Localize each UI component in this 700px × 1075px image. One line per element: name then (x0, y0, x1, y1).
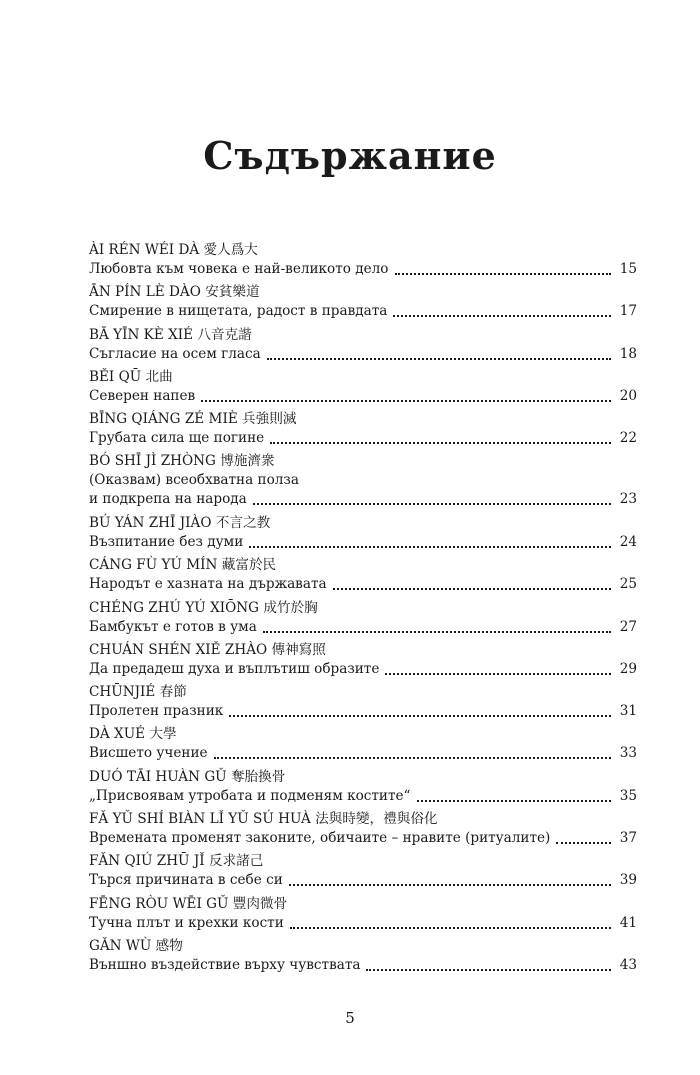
toc-entry-row (89, 575, 637, 594)
toc-entry[interactable] (89, 937, 637, 979)
toc-entry-page: 17 (619, 303, 637, 320)
toc-entry-page: 27 (619, 618, 637, 635)
toc-entry-row (89, 660, 637, 679)
toc-entry[interactable] (89, 241, 637, 283)
toc-entry-pinyin: CÁNG FÙ YÚ MÍN 藏富於民 (89, 557, 277, 574)
dot-leader (385, 672, 611, 675)
dot-leader (267, 357, 611, 360)
toc-entry-row (89, 429, 637, 448)
toc-entry-title: Бамбукът е готов в ума (89, 618, 257, 635)
toc-entry-page: 29 (619, 660, 637, 677)
toc-entry-line: (Оказвам) всеобхватна полза (89, 472, 299, 489)
toc-entry-pinyin: ĀN PÍN LÈ DÀO 安貧樂道 (89, 284, 260, 301)
toc-entry-title: Съгласие на осем гласа (89, 345, 261, 362)
toc-entry-pinyin: FĒNG RÒU WĒI GǓ 豐肉微骨 (89, 895, 288, 912)
toc-entry-row (89, 260, 637, 279)
toc-entry-pinyin: FǍ YǓ SHÍ BIÀN LǏ YǓ SÚ HUÀ 法與時變，禮與俗化 (89, 811, 438, 828)
toc-entry-pinyin: CHŪNJIÉ 春節 (89, 684, 187, 701)
toc-entry[interactable] (89, 599, 637, 641)
toc-entry[interactable] (89, 768, 637, 810)
toc-entry-page: 20 (619, 387, 637, 404)
toc-entry[interactable] (89, 556, 637, 598)
dot-leader (249, 545, 611, 548)
toc-entry-pinyin: DUÓ TĀI HUÀN GǓ 奪胎換骨 (89, 768, 286, 785)
toc-entry-page: 43 (619, 956, 637, 973)
page-title: Съдържание (203, 133, 497, 179)
toc-entry[interactable] (89, 368, 637, 410)
toc-entry-title: Висшето учение (89, 745, 208, 762)
toc-entry-row (89, 871, 637, 890)
dot-leader (263, 630, 611, 633)
dot-leader (253, 502, 611, 505)
dot-leader (417, 799, 611, 802)
toc-entry-page: 31 (619, 703, 637, 720)
toc-entry-pinyin: GǍN WÙ 感物 (89, 937, 183, 954)
toc-entry[interactable] (89, 895, 637, 937)
toc-entry[interactable] (89, 326, 637, 368)
dot-leader (395, 272, 612, 275)
toc-entry-pinyin: CHÉNG ZHÚ YÚ XIŌNG 成竹於胸 (89, 599, 318, 616)
toc-entry-title: Да предадеш духа и въплътиш образите (89, 660, 380, 677)
toc-entry-page: 22 (619, 430, 637, 447)
dot-leader (289, 883, 611, 886)
toc-entry-page: 37 (619, 830, 637, 847)
toc-entry-page: 23 (619, 491, 637, 508)
toc-entry-row (89, 956, 637, 975)
toc-entry[interactable] (89, 410, 637, 452)
dot-leader (556, 841, 611, 844)
toc-entry-row (89, 702, 637, 721)
toc-entry[interactable] (89, 514, 637, 556)
toc-entry-row (89, 744, 637, 763)
toc-entry-title: Грубата сила ще погине (89, 430, 265, 447)
toc-entry[interactable] (89, 683, 637, 725)
toc-entry-page: 39 (619, 872, 637, 889)
toc-entry[interactable] (89, 283, 637, 325)
toc-entry-title: Народът е хазната на държавата (89, 576, 327, 593)
toc-entry[interactable] (89, 810, 637, 852)
toc-entry-row (89, 787, 637, 806)
toc-entry-title: Северен напев (89, 387, 196, 404)
table-of-contents (89, 241, 637, 979)
toc-entry-page: 18 (619, 345, 637, 362)
dot-leader (393, 314, 611, 317)
dot-leader (333, 587, 611, 590)
toc-entry[interactable] (89, 641, 637, 683)
toc-entry-title: Тучна плът и крехки кости (89, 914, 284, 931)
toc-entry-row (89, 345, 637, 364)
toc-entry-pinyin: BĚI QŪ 北曲 (89, 368, 173, 385)
toc-entry-page: 33 (619, 745, 637, 762)
toc-entry-title: Смирение в нищетата, радост в правдата (89, 303, 388, 320)
toc-entry-pinyin: CHUÁN SHÉN XIĚ ZHÀO 傳神寫照 (89, 641, 326, 658)
toc-entry-row (89, 914, 637, 933)
page-number: 5 (345, 1009, 355, 1027)
toc-entry-pinyin: BĪNG QIÁNG ZÉ MIÈ 兵強則滅 (89, 411, 297, 428)
toc-entry-pinyin: DÀ XUÉ 大學 (89, 726, 177, 743)
toc-entry[interactable] (89, 452, 637, 514)
toc-entry-page: 25 (619, 576, 637, 593)
toc-entry-title: Външно въздействие върху чувствата (89, 956, 361, 973)
toc-entry-page: 15 (619, 261, 637, 277)
toc-entry-row (89, 533, 637, 552)
dot-leader (290, 926, 611, 929)
toc-entry-title: и подкрепа на народа (89, 491, 247, 508)
toc-entry-title: Времената променят законите, обичаите – нравите (ритуалите) (89, 830, 551, 847)
toc-entry-title: Възпитание без думи (89, 533, 244, 550)
toc-entry-row (89, 387, 637, 406)
toc-entry-title: Любовта към човека е най-великото дело (89, 261, 389, 277)
dot-leader (201, 399, 611, 402)
dot-leader (366, 968, 611, 971)
toc-entry-row (89, 302, 637, 321)
toc-entry-row (89, 618, 637, 637)
toc-entry-pinyin: BÚ YÁN ZHĪ JIÀO 不言之教 (89, 514, 271, 531)
toc-entry-pinyin: FǍN QIÚ ZHŪ JǏ 反求諸己 (89, 853, 264, 870)
dot-leader (229, 714, 611, 717)
toc-entry-pinyin: BÓ SHĪ JÌ ZHÒNG 博施濟衆 (89, 453, 275, 470)
dot-leader (214, 756, 611, 759)
toc-entry-page: 41 (619, 914, 637, 931)
toc-entry-pinyin: BĀ YĪN KÈ XIÉ 八音克諧 (89, 326, 252, 343)
toc-entry-row (89, 829, 637, 848)
toc-entry-row (89, 490, 637, 509)
toc-entry-page: 35 (619, 787, 637, 804)
toc-entry-title: Търся причината в себе си (89, 872, 283, 889)
toc-entry[interactable] (89, 725, 637, 767)
toc-entry-title: „Присвоявам утробата и подменям костите“ (89, 787, 411, 804)
toc-entry-pinyin: ÀI RÉN WÉI DÀ 愛人爲大 (89, 242, 258, 258)
dot-leader (270, 441, 611, 444)
toc-entry[interactable] (89, 852, 637, 894)
toc-entry-page: 24 (619, 533, 637, 550)
toc-entry-title: Пролетен празник (89, 703, 224, 720)
